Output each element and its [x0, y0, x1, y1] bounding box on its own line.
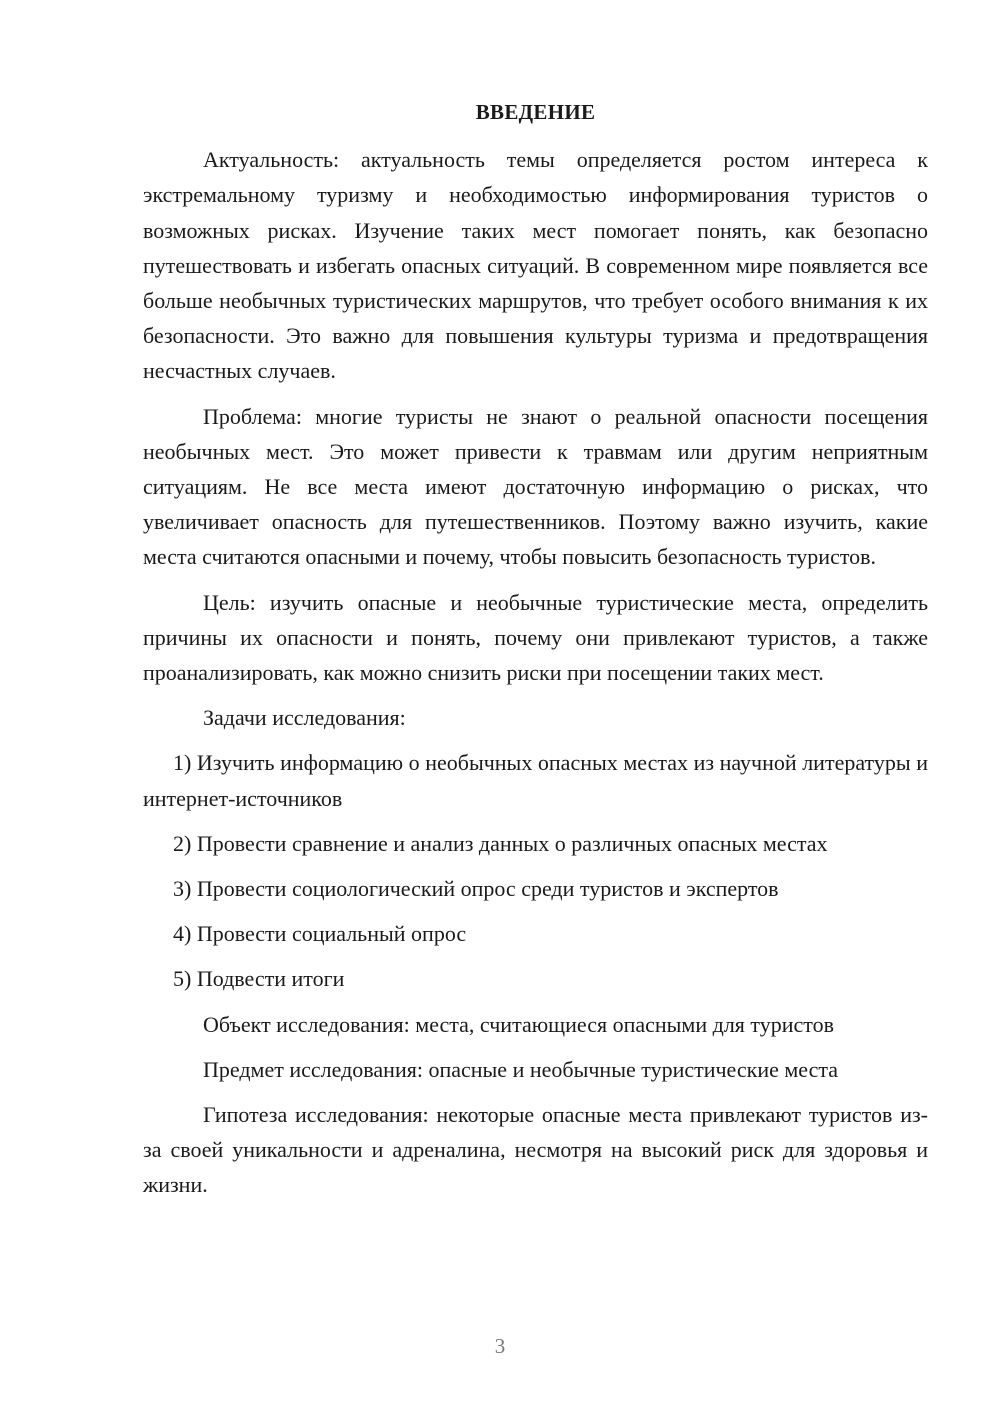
relevance-paragraph: Актуальность: актуальность темы определяется ростом интереса к экстремальному туризму и необходимостью информирования туристов о возможных рисках. Изучение таких мест помогает понять, как безопасно путешествовать и избегать опасных ситуаций. В современном мире появляется все больше необычных туристических маршрутов, что требует особого внимания к их безопасности. Это важно для повышения культуры туризма и предотвращения несчастных случаев. [143, 147, 928, 384]
task-item: 5) Подвести итоги [173, 966, 345, 992]
task-item: 4) Провести социальный опрос [173, 921, 467, 947]
document-page [143, 95, 928, 1213]
object-paragraph: Объект исследования: места, считающиеся опасными для туристов [203, 1011, 834, 1037]
section-title: ВВЕДЕНИЕ [475, 100, 596, 124]
tasks-heading: Задачи исследования: [203, 705, 406, 731]
task-item: 2) Провести сравнение и анализ данных о различных опасных местах [173, 830, 828, 856]
hypothesis-paragraph: Гипотеза исследования: некоторые опасные места привлекают туристов из-за своей уникальности и адреналина, несмотря на высокий риск для здоровья и жизни. [143, 1102, 928, 1198]
goal-paragraph: Цель: изучить опасные и необычные туристические места, определить причины их опасности и понять, почему они привлекают туристов, а также проанализировать, как можно снизить риски при посещении таких мест. [143, 589, 928, 686]
task-item: 1) Изучить информацию о необычных опасных местах из научной литературы и интернет-источников [143, 750, 928, 811]
page-number: 3 [494, 1334, 506, 1358]
subject-paragraph: Предмет исследования: опасные и необычные туристические места [203, 1056, 839, 1082]
problem-paragraph: Проблема: многие туристы не знают о реальной опасности посещения необычных мест. Это может привести к травмам или другим неприятным ситуациям. Не все места имеют достаточную информацию о рисках, что увеличивает опасность для путешественников. Поэтому важно изучить, какие места считаются опасными и почему, чтобы повысить безопасность туристов. [143, 403, 928, 570]
task-item: 3) Провести социологический опрос среди туристов и экспертов [173, 876, 779, 902]
